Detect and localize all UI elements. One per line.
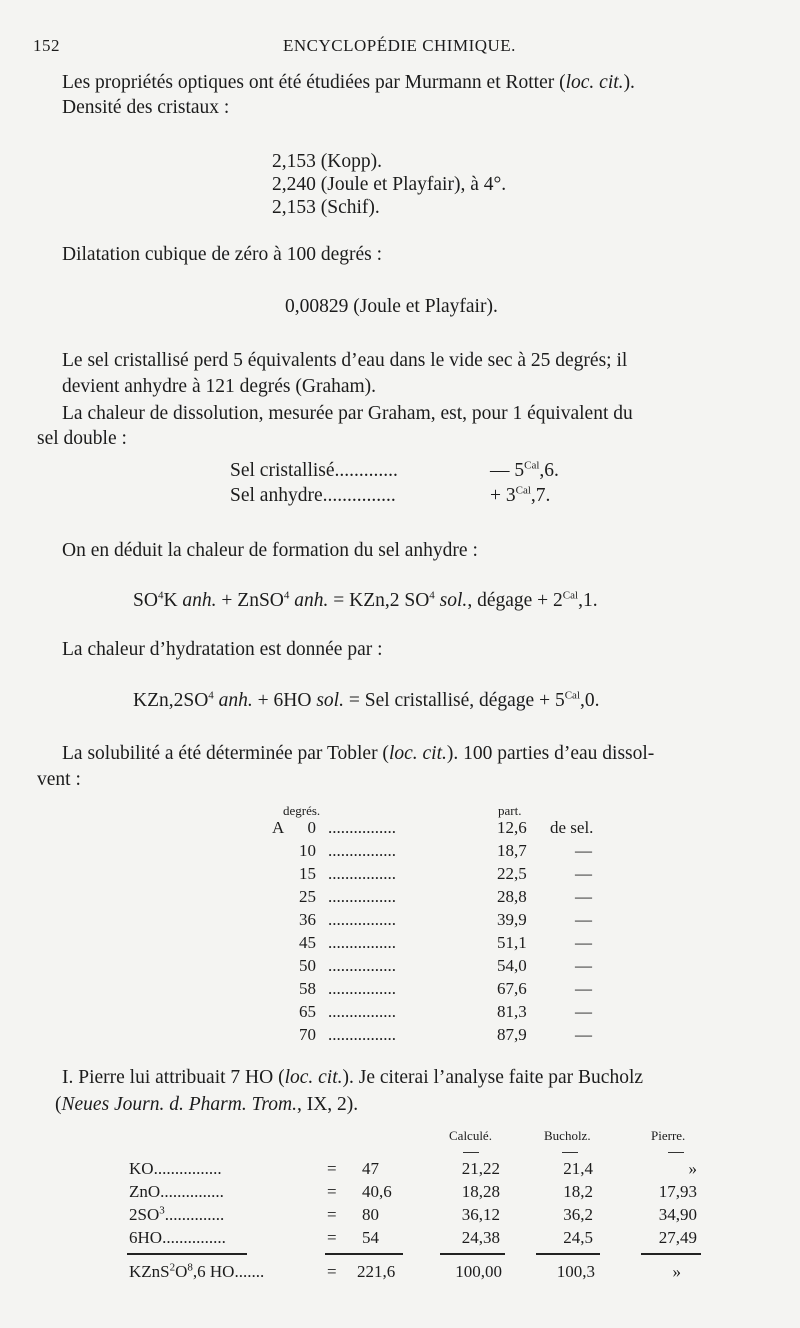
eq-italic: sol. [316, 690, 344, 711]
eq-sup: 4 [157, 589, 164, 602]
eq-value: 40,6 [362, 1182, 392, 1201]
sol-degrees: 36 [299, 910, 316, 929]
total-formula [129, 1262, 264, 1282]
optical-line-1 [62, 70, 635, 95]
formula-dots: .............. [164, 1205, 225, 1224]
running-title: ENCYCLOPÉDIE CHIMIQUE. [283, 36, 516, 55]
sol-parts: 87,9 [497, 1025, 527, 1044]
sol-dots: ................ [328, 910, 396, 929]
header-dash [668, 1152, 684, 1153]
eq-sign: = [327, 1205, 337, 1224]
pierre-value: » [688, 1159, 697, 1178]
formula-dots: ............... [160, 1182, 224, 1201]
sol-ditto: — [575, 1002, 592, 1021]
header-calcule: Calculé. [449, 1128, 492, 1143]
formula: 6HO [129, 1228, 163, 1247]
sol-dots: ................ [328, 1025, 396, 1044]
eq-sign: = [327, 1228, 337, 1247]
density-2: 2,240 (Joule et Playfair), à 4°. [272, 174, 507, 195]
sol-parts: 67,6 [497, 979, 527, 998]
sol-degrees: 10 [299, 841, 316, 860]
solubility-line-2: vent : [37, 769, 81, 790]
sol-degrees: 65 [299, 1002, 316, 1021]
formula-sup: 3 [159, 1204, 165, 1217]
dissolution-row [230, 458, 398, 483]
pierre-ref: loc. cit. [284, 1067, 343, 1088]
total-pierre: » [672, 1262, 681, 1281]
pierre-text: ( [55, 1094, 62, 1115]
header-dash [463, 1152, 479, 1153]
total-calc: 100,00 [455, 1262, 502, 1281]
rule-pierre [641, 1253, 701, 1255]
formula: KO [129, 1159, 154, 1178]
sol-degrees: 15 [299, 864, 316, 883]
sol-ditto: — [575, 841, 592, 860]
density-3: 2,153 (Schif). [272, 197, 380, 218]
dilatation-value: 0,00829 (Joule et Playfair). [285, 296, 498, 317]
total-part: ....... [234, 1262, 265, 1281]
formula: 2SO [129, 1205, 160, 1224]
pierre-text: ). Je citerai l’analyse faite par Bucholz [342, 1067, 644, 1088]
eq-part: = Sel cristallisé, dégage + 5 [343, 690, 565, 711]
dissolution-decimal: ,6. [539, 460, 559, 481]
row-prefix: A [272, 818, 285, 837]
dissolution-sign: + 3 [490, 485, 516, 506]
eq-sup: 4 [429, 589, 435, 602]
rule-value [325, 1253, 403, 1255]
calc-value: 24,38 [461, 1228, 500, 1247]
eq-italic: anh. [289, 590, 329, 611]
sol-ditto: — [575, 956, 592, 975]
formula-cell [129, 1228, 226, 1248]
header-bucholz: Bucholz. [544, 1128, 591, 1143]
journal-ref: Neues Journ. d. Pharm. Trom. [61, 1094, 297, 1115]
formula-dots: ................ [153, 1159, 222, 1178]
sol-degrees: 70 [299, 1025, 316, 1044]
total-value: 221,6 [357, 1262, 396, 1281]
bucholz-value: 21,4 [563, 1159, 593, 1178]
eq-value: 47 [362, 1159, 379, 1178]
formula-cell [129, 1182, 224, 1202]
formation-equation [133, 588, 598, 613]
bucholz-value: 18,2 [563, 1182, 593, 1201]
sol-degrees: 58 [299, 979, 316, 998]
sol-degrees: 25 [299, 887, 316, 906]
eq-sign: = [327, 1159, 337, 1178]
cal-unit: Cal [562, 589, 579, 602]
sol-parts: 54,0 [497, 956, 527, 975]
eq-value: 54 [362, 1228, 379, 1247]
sol-degrees: 50 [299, 956, 316, 975]
eq-value: 80 [362, 1205, 379, 1224]
cal-unit: Cal [515, 484, 531, 497]
total-bucholz: 100,3 [556, 1262, 595, 1281]
optical-end: ). [623, 72, 635, 93]
sol-ditto: — [575, 979, 592, 998]
total-part: O [175, 1262, 188, 1281]
hydration-intro: La chaleur d’hydratation est donnée par : [62, 639, 383, 660]
eq-italic: anh. [182, 590, 217, 611]
rule-calcule [440, 1253, 505, 1255]
eq-part: = KZn,2 SO [328, 590, 430, 611]
pierre-line-1 [62, 1065, 643, 1090]
density-1: 2,153 (Kopp). [272, 151, 382, 172]
eq-part: KZn,2SO [133, 690, 209, 711]
dissolution-decimal: ,7. [530, 485, 551, 506]
formula-dots: ............... [162, 1228, 226, 1247]
pierre-value: 27,49 [658, 1228, 697, 1247]
eq-italic: sol. [434, 590, 468, 611]
solubility-line-1 [62, 741, 654, 766]
eq-part: ,0. [580, 690, 600, 711]
solubility-ref: loc. cit. [388, 743, 447, 764]
lose-water-line-2: devient anhydre à 121 degrés (Graham). [62, 376, 377, 397]
solubility-text: ). 100 parties d’eau dissol- [446, 743, 655, 764]
header-pierre: Pierre. [651, 1128, 686, 1143]
eq-part: K [163, 590, 183, 611]
formula-cell [129, 1205, 224, 1225]
pierre-value: 17,93 [658, 1182, 697, 1201]
pierre-text: , IX, 2). [296, 1094, 359, 1115]
sol-dots: ................ [328, 818, 396, 837]
sol-parts: 12,6 [497, 818, 527, 837]
sol-dots: ................ [328, 864, 396, 883]
pierre-value: 34,90 [658, 1205, 697, 1224]
sol-parts: 18,7 [497, 841, 527, 860]
eq-part: + ZnSO [216, 590, 284, 611]
density-heading: Densité des cristaux : [62, 97, 230, 118]
sol-ditto: — [575, 910, 592, 929]
sol-degrees: 45 [299, 933, 316, 952]
total-part: 2 [169, 1261, 176, 1274]
page-number: 152 [33, 36, 60, 55]
col-degrees: degrés. [283, 803, 321, 818]
solubility-text: La solubilité a été déterminée par Tobler ( [62, 743, 389, 764]
calc-value: 21,22 [461, 1159, 500, 1178]
sol-ditto: — [575, 1025, 592, 1044]
sol-dots: ................ [328, 1002, 396, 1021]
formula: ZnO [129, 1182, 161, 1201]
total-part: 8 [187, 1261, 193, 1274]
pierre-text: I. Pierre lui attribuait 7 HO ( [62, 1067, 285, 1088]
sol-ditto: — [575, 933, 592, 952]
bucholz-value: 24,5 [563, 1228, 593, 1247]
dissolution-value [490, 458, 559, 483]
sol-degrees: 0 [307, 818, 316, 837]
sol-parts: 51,1 [497, 933, 527, 952]
sol-dots: ................ [328, 887, 396, 906]
eq-sign: = [327, 1182, 337, 1201]
pierre-line-2 [55, 1092, 358, 1117]
calc-value: 36,12 [461, 1205, 500, 1224]
sol-dots: ................ [328, 841, 396, 860]
dissolution-label: Sel anhydre............... [230, 485, 396, 506]
sol-unit: de sel. [550, 818, 594, 837]
eq-part: ,1. [578, 590, 598, 611]
sol-parts: 81,3 [497, 1002, 527, 1021]
dissolution-label: Sel cristallisé............. [230, 460, 398, 481]
hydration-equation [133, 688, 600, 713]
sol-dots: ................ [328, 956, 396, 975]
bucholz-value: 36,2 [563, 1205, 593, 1224]
sol-parts: 22,5 [497, 864, 527, 883]
eq-part: SO [133, 590, 158, 611]
eq-part: , dégage + 2 [467, 590, 563, 611]
formula-cell [129, 1159, 222, 1179]
total-eq: = [327, 1262, 337, 1281]
total-part: KZnS [129, 1262, 170, 1281]
sol-parts: 39,9 [497, 910, 527, 929]
dilatation-heading: Dilatation cubique de zéro à 100 degrés : [62, 244, 383, 265]
sol-parts: 28,8 [497, 887, 527, 906]
dissolution-value [490, 483, 550, 508]
header-dash [562, 1152, 578, 1153]
lose-water-line-1: Le sel cristallisé perd 5 équivalents d’eau dans le vide sec à 25 degrés; il [62, 350, 628, 371]
eq-sup: 4 [283, 589, 290, 602]
sol-dots: ................ [328, 933, 396, 952]
dissolution-line-1: La chaleur de dissolution, mesurée par Graham, est, pour 1 équivalent du [62, 403, 633, 424]
total-part: ,6 HO [192, 1262, 235, 1281]
sol-dots: ................ [328, 979, 396, 998]
sol-ditto: — [575, 887, 592, 906]
rule-bucholz [536, 1253, 600, 1255]
rule-formula [127, 1253, 247, 1255]
col-parts: part. [498, 803, 522, 818]
cal-unit: Cal [564, 689, 580, 702]
eq-part: + 6HO [252, 690, 317, 711]
dissolution-sign: — 5 [490, 460, 525, 481]
optical-text: Les propriétés optiques ont été étudiées par Murmann et Rotter ( [62, 72, 566, 93]
eq-italic: anh. [213, 690, 253, 711]
dissolution-row [230, 483, 396, 508]
eq-sup: 4 [208, 689, 214, 702]
sol-ditto: — [575, 864, 592, 883]
calc-value: 18,28 [461, 1182, 500, 1201]
formation-intro: On en déduit la chaleur de formation du sel anhydre : [62, 540, 478, 561]
optical-ref: loc. cit. [565, 72, 624, 93]
cal-unit: Cal [524, 459, 540, 472]
dissolution-line-2: sel double : [37, 428, 127, 449]
